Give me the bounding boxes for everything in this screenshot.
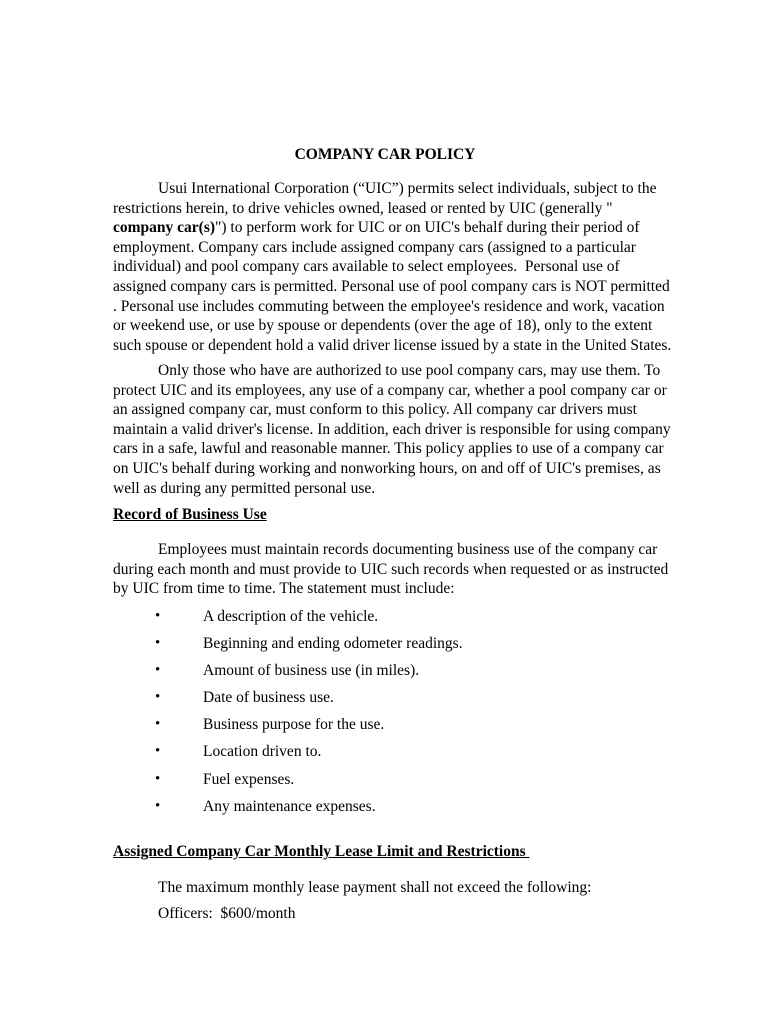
list-item-text: Fuel expenses. bbox=[203, 770, 295, 788]
text-line: . Personal use includes commuting between the employee's residence and work, vacation bbox=[113, 297, 665, 315]
list-item-text: Business purpose for the use. bbox=[203, 716, 385, 734]
bullet-icon: • bbox=[155, 797, 161, 814]
text-line: or weekend use, or use by spouse or dependents (over the age of 18), only to the extent bbox=[113, 317, 653, 335]
text-line: Usui International Corporation (“UIC”) permits select individuals, subject to the bbox=[158, 180, 657, 197]
text-line: cars in a safe, lawful and reasonable manner. This policy applies to use of a company car bbox=[113, 440, 664, 458]
list-item bbox=[150, 684, 650, 711]
bullet-icon: • bbox=[155, 635, 161, 652]
list-item-text: Location driven to. bbox=[203, 743, 322, 761]
text-line: protect UIC and its employees, any use of a company car, whether a pool company car or bbox=[113, 381, 667, 399]
text-line-rest: ") to perform work for UIC or on UIC's behalf during their period of bbox=[215, 219, 640, 237]
text-line: an assigned company car, must conform to this policy. All company car drivers must bbox=[113, 401, 637, 419]
text-line: maintain a valid driver's license. In addition, each driver is responsible for using company bbox=[113, 420, 671, 438]
text-line: individual) and pool company cars available to select employees. Personal use of bbox=[113, 258, 620, 276]
bullet-icon: • bbox=[155, 608, 161, 624]
text-line: restrictions herein, to drive vehicles owned, leased or rented by UIC (generally " bbox=[113, 199, 613, 217]
text-line bbox=[113, 218, 659, 238]
text-line: such spouse or dependent hold a valid driver license issued by a state in the United States. bbox=[113, 336, 672, 354]
list-item-text: Beginning and ending odometer readings. bbox=[203, 635, 463, 653]
list-item bbox=[150, 766, 650, 793]
section-heading-lease-limit: Assigned Company Car Monthly Lease Limit and Restrictions bbox=[113, 843, 530, 860]
text-line: by UIC from time to time. The statement must include: bbox=[113, 580, 455, 598]
text-line: Only those who have are authorized to use pool company cars, may use them. To bbox=[158, 362, 661, 379]
list-item-text: Amount of business use (in miles). bbox=[203, 662, 420, 680]
usage-paragraph bbox=[113, 361, 671, 498]
defined-term: company car(s) bbox=[113, 219, 216, 237]
document-title: COMPANY CAR POLICY bbox=[294, 146, 476, 163]
list-item bbox=[150, 738, 650, 765]
bullet-icon: • bbox=[155, 689, 161, 706]
list-item bbox=[150, 630, 650, 657]
officers-lease-limit: Officers: $600/month bbox=[158, 905, 296, 922]
intro-paragraph bbox=[113, 179, 672, 355]
list-item-text: A description of the vehicle. bbox=[203, 608, 379, 625]
text-line: during each month and must provide to UIC such records when requested or as instructed bbox=[113, 560, 669, 578]
text-line: on UIC's behalf during working and nonworking hours, on and off of UIC's premises, as bbox=[113, 459, 661, 477]
lease-limit-intro: The maximum monthly lease payment shall not exceed the following: bbox=[158, 879, 592, 896]
required-records-list bbox=[150, 603, 650, 820]
list-item-text: Any maintenance expenses. bbox=[203, 797, 376, 815]
list-item bbox=[150, 657, 650, 684]
bullet-icon: • bbox=[155, 743, 161, 760]
list-item bbox=[150, 711, 650, 738]
bullet-icon: • bbox=[155, 716, 161, 733]
list-item bbox=[150, 603, 650, 630]
bullet-icon: • bbox=[155, 662, 161, 679]
text-line: employment. Company cars include assigned company cars (assigned to a particular bbox=[113, 238, 636, 256]
list-item bbox=[150, 793, 650, 820]
text-line: Employees must maintain records documenting business use of the company car bbox=[158, 541, 658, 558]
records-paragraph bbox=[113, 540, 669, 599]
section-heading-record-of-business-use: Record of Business Use bbox=[113, 506, 267, 523]
text-line: assigned company cars is permitted. Personal use of pool company cars is NOT permitted bbox=[113, 277, 670, 295]
bullet-icon: • bbox=[155, 770, 161, 787]
list-item-text: Date of business use. bbox=[203, 689, 334, 707]
text-line: well as during any permitted personal use. bbox=[113, 479, 376, 497]
